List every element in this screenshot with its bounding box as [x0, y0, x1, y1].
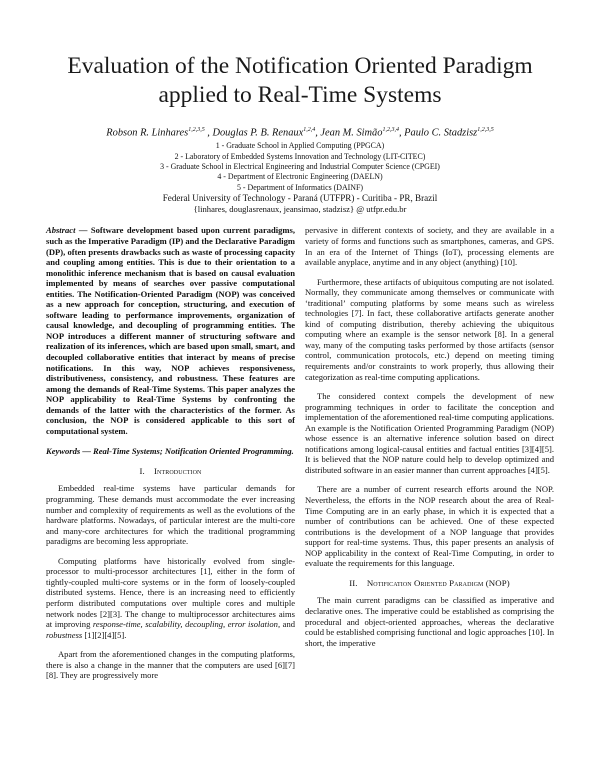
affiliation-line: 2 - Laboratory of Embedded Systems Innovation and Technology (LIT-CITEC) [174, 151, 426, 161]
abstract-label: Abstract [46, 225, 76, 236]
affiliation-line: 4 - Department of Electronic Engineering (DAELN) [217, 172, 383, 182]
author-name: Paulo C. Stadzisz [404, 127, 478, 139]
paragraph-text: and [280, 619, 295, 630]
body-paragraph: Embedded real-time systems have particular demands for programming. These demands must accommodate the ever increasing number and complexity of requirements as well as the evolutions of the hardware platforms. Nowadays, of particular interest are the multi-core and many-core architectures for which the traditional programming paradigms are becoming less appropriate. [46, 483, 295, 547]
author-affil-sup: 1,2,4 [303, 127, 316, 133]
paragraph-text: Computing platforms have historically evolved from single-processor to multi-processor architectures [1], either in the form of tightly-coupled multi-core systems or in the form of loosely-coupled distributed systems. Hence, there is an increasing need to efficiently perform distributed computations over multiple cores and multiple network nodes [2][3]. The change to multiprocessor architectures aims at improving [46, 555, 295, 630]
section-heading-introduction [46, 466, 295, 477]
body-paragraph: The considered context compels the development of new programming techniques in order to facilitate the conception and implementation of the aforementioned real-time computing applications. An example is the Notification Oriented Programming Paradigm (NOP) whose essence is an alternative inference solution based on direct notifications among logical-causal entities and factual entities [3][4][5]. It is believed that the NOP nature could help to develop optimized and distributed software in an easier manner than current approaches [4][5]. [305, 391, 554, 475]
body-paragraph: There are a number of current research efforts around the NOP. Nevertheless, the efforts in the NOP research about the area of Real-Time Computing are in an early phase, in which it is expected that a number of contributions can be achieved. One of these expected contributions is the development of a NOP language that provides support for real-time systems. Thus, this paper presents an analysis of NOP applicability in the context of Real-Time Computing, in order to evaluate the requirements for this language. [305, 484, 554, 569]
section-title-suffix: (NOP) [483, 577, 510, 588]
body-paragraph: Furthermore, these artifacts of ubiquitous computing are not isolated. Normally, they communicate among themselves or communicate with ‘traditional’ computing platforms by some means such as wireless technologies [7]. In fact, these collaborative artifacts generate another kind of computing distribution, thereby achieving the ubiquitous computing where an example is the sensor network [8]. In a general way, many of the computing tasks performed by those artifacts (sensor control, communication protocols, etc.) depend on meeting timing requirements and/or constraints to work properly, thus allowing their categorization as real-time computing applications. [305, 276, 554, 382]
author-affil-sup: 1,2,3,5 [188, 127, 205, 133]
keywords: Keywords — Real-Time Systems; Notification Oriented Programming. [46, 446, 294, 457]
section-number: II. [349, 577, 358, 588]
author-name: Robson R. Linhares [106, 127, 189, 139]
author-name: Douglas P. B. Renaux [212, 127, 304, 139]
author-name: Jean M. Simão [320, 127, 383, 139]
section-title: Notification Oriented Paradigm [366, 577, 484, 588]
paper-title [46, 52, 554, 110]
affiliation-block [46, 141, 554, 215]
body-paragraph: Apart from the aforementioned changes in the computing platforms, there is also a change in the manner that the computers are used [6][7][8]. They are progressively more [46, 649, 295, 681]
title-line-2: applied to Real-Time Systems [158, 82, 442, 108]
affiliation-line: 3 - Graduate School in Electrical Engineering and Industrial Computer Science (CPGEI) [160, 162, 440, 172]
body-paragraph [46, 556, 295, 640]
abstract-text: — Software development based upon current paradigms, such as the Imperative Paradigm (IP) and the Declarative Paradigm (DP), often presents drawbacks such as waste of processing capacity and coupling among entities. This is due to their orientation to a monolithic inference mechanism that is based on causal evaluation implemented by means of searches over passive computational entities. The Notification-Oriented Paradigm (NOP) was conceived as a new approach for conception, structuring, and execution of software leading to performance improvements, organization of causal knowledge, and decoupling of programming entities. The NOP introduces a different manner of structuring software and realization of its inferences, which are based upon small, smart, and decoupled collaborative entities that interact by means of precise notifications. In this way, NOP achieves responsiveness, distributiveness, consistency, and robustness. These features are among the demands of Real-Time Systems. This paper analyzes the NOP applicability to Real-Time Systems by confronting the demands of the latter with the characteristics of the former. As conclusion, the NOP is considered applicable to this sort of computational system. [46, 225, 295, 436]
section-title: Introduction [154, 465, 202, 476]
affiliation-line: 1 - Graduate School in Applied Computing (PPGCA) [215, 141, 385, 151]
two-column-body [46, 225, 554, 689]
body-paragraph: pervasive in different contexts of society, and they are available in a variety of forms and functions such as smartphones, cameras, and GPS. In an era of the Internet of Things (IoT), processing elements are available anyplace, anytime and in any object (anything) [10]. [305, 225, 554, 268]
university-line: Federal University of Technology - Paraná (UTFPR) - Curitiba - PR, Brazil [162, 192, 438, 203]
left-column [46, 225, 295, 689]
author-affil-sup: 1,2,3,5 [477, 127, 494, 133]
section-heading-nop [305, 578, 554, 589]
author-affil-sup: 1,2,3,4 [382, 127, 399, 133]
emphasis-text: response-time, scalability, decoupling, error isolation, [92, 619, 281, 630]
author-list: Robson R. Linhares$^{1,2,3,5}$ , Douglas P. B. Renaux$^{1,2,4}$, Jean M. Simão$^{1,2,3,4}$, Paulo C. Stadzisz$^{1,2,3,5}$ [106, 127, 494, 139]
paragraph-text: [1][2][4][5]. [82, 629, 127, 640]
abstract [46, 225, 295, 436]
section-number: I. [139, 465, 145, 476]
email-line: {linhares, douglasrenaux, jeansimao, stadzisz} @ utfpr.edu.br [193, 204, 407, 215]
body-paragraph: The main current paradigms can be classified as imperative and declarative ones. The imperative could be established as comprising the procedural and object-oriented approaches, whereas the declarative could be established comprising functional and logic approaches [10]. In short, the imperative [305, 595, 554, 648]
affiliation-line: 5 - Department of Informatics (DAINF) [237, 182, 363, 192]
title-line-1: Evaluation of the Notification Oriented Paradigm [67, 53, 533, 79]
emphasis-text: robustness [46, 629, 83, 640]
right-column [305, 225, 554, 689]
